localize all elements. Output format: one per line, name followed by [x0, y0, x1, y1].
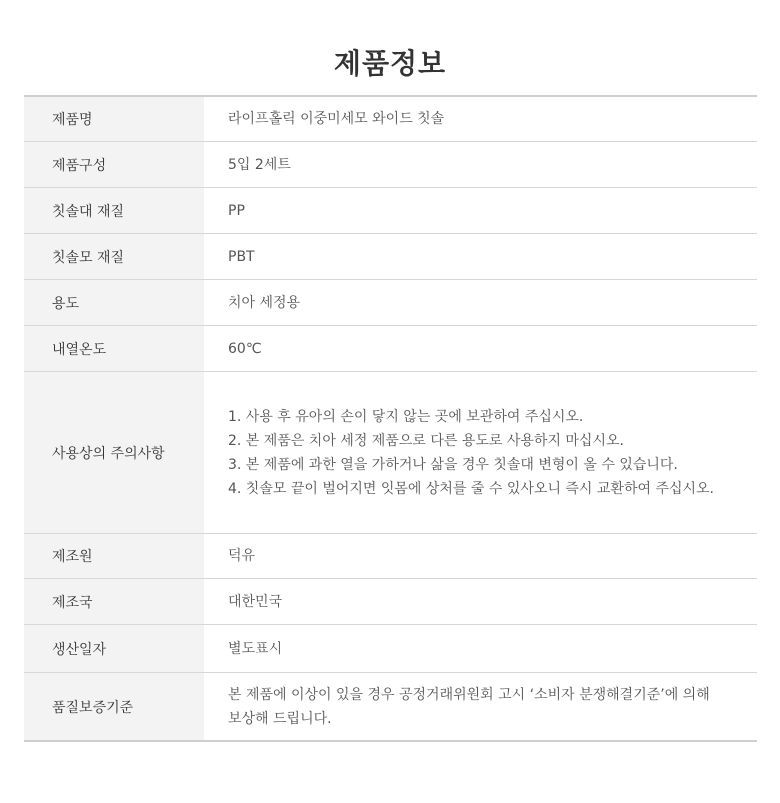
value-line: 보상해 드립니다.: [228, 710, 332, 727]
value-line: 본 제품에 이상이 있을 경우 공정거래위원회 고시 ‘소비자 분쟁해결기준’에 의해: [228, 686, 710, 703]
row-value: [204, 142, 757, 187]
table-row-heat-resistance: [24, 326, 757, 372]
value-line: 라이프홀릭 이중미세모 와이드 칫솔: [228, 111, 445, 127]
table-row-usage: [24, 280, 757, 326]
row-value: [204, 188, 757, 233]
value-line: PBT: [228, 248, 255, 265]
value-line: 4. 칫솔모 끝이 벌어지면 잇몸에 상처를 줄 수 있사오니 즉시 교환하여 주십시오.: [228, 480, 715, 497]
row-label: 내열온도: [24, 326, 204, 371]
row-value: [204, 673, 757, 740]
row-value: [204, 326, 757, 371]
value-line: 치아 세정용: [228, 294, 301, 311]
row-value: [204, 280, 757, 325]
product-info-table: [24, 95, 757, 742]
table-row-manufacturer: [24, 534, 757, 579]
value-line: 2. 본 제품은 치아 세정 제품으로 다른 용도로 사용하지 마십시오.: [228, 432, 624, 449]
value-line: 별도표시: [228, 640, 283, 657]
table-row-quality-standard: [24, 673, 757, 742]
value-line: 3. 본 제품에 과한 열을 가하거나 삶을 경우 칫솔대 변형이 올 수 있습니다.: [228, 456, 678, 473]
row-label: 품질보증기준: [24, 673, 204, 740]
row-value: [204, 534, 757, 578]
row-label: 칫솔모 재질: [24, 234, 204, 279]
row-value: [204, 97, 757, 141]
table-row-precautions: [24, 372, 757, 534]
table-row-product-name: [24, 97, 757, 142]
row-label: 칫솔대 재질: [24, 188, 204, 233]
row-value: [204, 625, 757, 672]
table-row-production-date: [24, 625, 757, 673]
row-label: 제품명: [24, 97, 204, 141]
row-value: [204, 579, 757, 624]
table-row-handle-material: [24, 188, 757, 234]
row-label: 제품구성: [24, 142, 204, 187]
value-line: 5입 2세트: [228, 156, 291, 173]
row-value: [204, 372, 757, 533]
value-line: 1. 사용 후 유아의 손이 닿지 않는 곳에 보관하여 주십시오.: [228, 408, 584, 425]
row-label: 제조국: [24, 579, 204, 624]
row-label: 생산일자: [24, 625, 204, 672]
value-line: 대한민국: [228, 593, 283, 610]
table-row-composition: [24, 142, 757, 188]
row-label: 사용상의 주의사항: [24, 372, 204, 533]
row-value: [204, 234, 757, 279]
value-line: 덕유: [228, 548, 256, 564]
value-line: PP: [228, 202, 245, 219]
row-label: 제조원: [24, 534, 204, 578]
page-title: 제품정보: [333, 47, 447, 80]
row-label: 용도: [24, 280, 204, 325]
table-row-bristle-material: [24, 234, 757, 280]
table-row-country: [24, 579, 757, 625]
value-line: 60℃: [228, 340, 262, 357]
